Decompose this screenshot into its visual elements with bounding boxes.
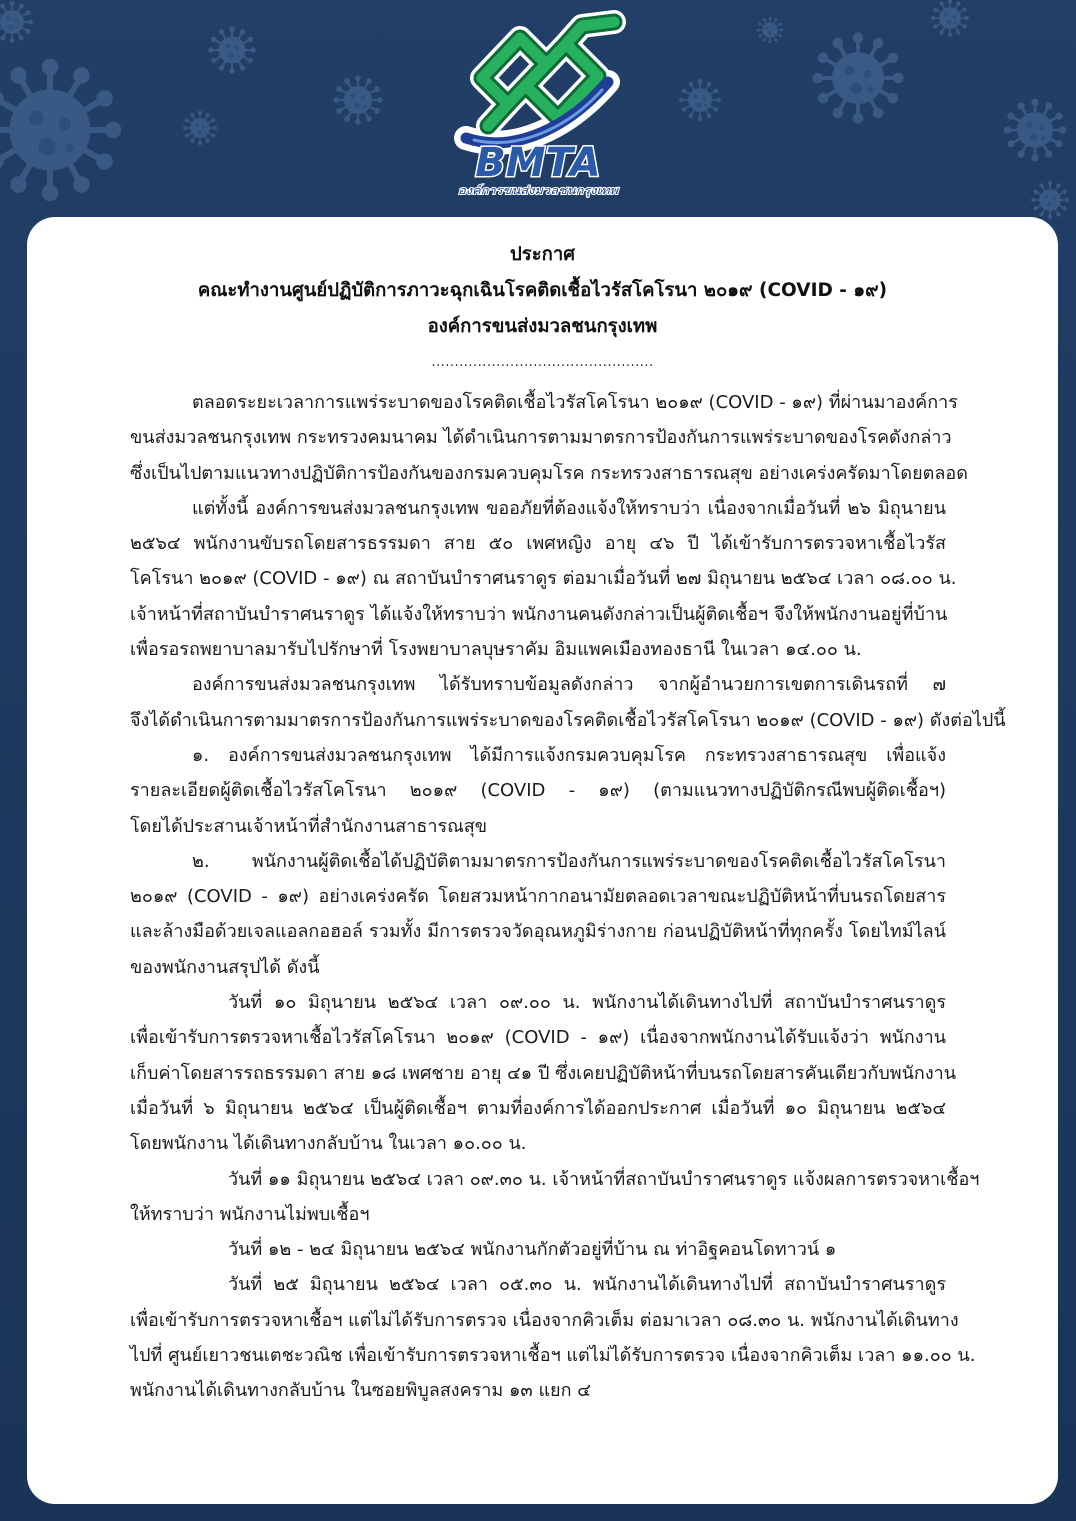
text-line: วันที่ ๑๐ มิถุนายน ๒๕๖๔ เวลา ๐๙.๐๐ น. พนักงานได้เดินทางไปที่ สถาบันบำราศนราดูร [228,992,946,1014]
timeline-entry-2 [130,1162,980,1233]
text-line: องค์การขนส่งมวลชนกรุงเทพ ได้รับทราบข้อมูลดังกล่าว จากผู้อำนวยการเขตการเดินรถที่ ๗ [192,674,946,696]
logo-emblem [466,22,614,143]
paragraph-intro [130,385,968,491]
text-line: ให้ทราบว่า พนักงานไม่พบเชื้อฯ [130,1203,370,1225]
text-line: ๒๐๑๙ (COVID - ๑๙) อย่างเคร่งครัด โดยสวมหน้ากากอนามัยตลอดเวลาขณะปฏิบัติหน้าที่บนรถโดยสาร [130,886,946,908]
virus-icon [757,17,784,44]
bmta-logo [446,6,630,202]
text-line: วันที่ ๒๕ มิถุนายน ๒๕๖๔ เวลา ๐๕.๓๐ น. พนักงานได้เดินทางไปที่ สถาบันบำราศนราดูร [228,1274,946,1296]
text-line: วันที่ ๑๑ มิถุนายน ๒๕๖๔ เวลา ๐๙.๓๐ น. เจ้าหน้าที่สถาบันบำราศนราดูร แจ้งผลการตรวจหาเชื้อฯ [228,1168,980,1190]
text-line: ไปที่ ศูนย์เยาวชนเตชะวณิช เพื่อเข้ารับการตรวจหาเชื้อฯ แต่ไม่ได้รับการตรวจ เนื่องจากคิวเต็ม เวลา ๑๑.๐๐ น. [130,1345,976,1367]
announcement-title: ประกาศ [510,244,575,265]
virus-icon [0,1,33,43]
text-line: เพื่อรอรถพยาบาลมารับไปรักษาที่ โรงพยาบาลบุษราคัม อิมแพคเมืองทองธานี ในเวลา ๑๔.๐๐ น. [130,639,862,661]
virus-icon [183,111,217,145]
text-line: พนักงานได้เดินทางกลับบ้าน ในซอยพิบูลสงคราม ๑๓ แยก ๔ [130,1380,591,1402]
text-line: เพื่อเข้ารับการตรวจหาเชื้อฯ แต่ไม่ได้รับการตรวจ เนื่องจากคิวเต็ม ต่อมาเวลา ๐๘.๓๐ น. พนักงานได้เดินทาง [130,1309,959,1331]
text-line: โคโรนา ๒๐๑๙ (COVID - ๑๙) ณ สถาบันบำราศนราดูร ต่อมาเมื่อวันที่ ๒๗ มิถุนายน ๒๕๖๔ เวลา ๐๘.๐๐ น. [130,568,957,590]
text-line: ๑. องค์การขนส่งมวลชนกรุงเทพ ได้มีการแจ้งกรมควบคุมโรค กระทรวงสาธารณสุข เพื่อแจ้ง [192,744,946,766]
virus-icon [679,79,721,121]
text-line: ๒. พนักงานผู้ติดเชื้อได้ปฏิบัติตามมาตรการป้องกันการแพร่ระบาดของโรคติดเชื้อไวรัสโคโรนา [192,850,946,872]
virus-icon [208,26,256,74]
virus-icon [812,32,903,123]
virus-icon [333,75,382,124]
announcement-header [27,237,1058,381]
text-line: เจ้าหน้าที่สถาบันบำราศนราดูร ได้แจ้งให้ทราบว่า พนักงานคนดังกล่าวเป็นผู้ติดเชื้อฯ จึงให้พนักงานอยู่ที่บ้าน [130,603,948,625]
dotted-separator: ................................................ [431,355,654,370]
text-line: จึงได้ดำเนินการตามมาตรการป้องกันการแพร่ระบาดของโรคติดเชื้อไวรัสโคโรนา ๒๐๑๙ (COVID - ๑๙) ดังต่อไปนี้ [130,709,1006,731]
text-line: รายละเอียดผู้ติดเชื้อไวรัสโคโรนา ๒๐๑๙ (COVID - ๑๙) (ตามแนวทางปฏิบัติกรณีพบผู้ติดเชื้อฯ) [130,780,946,802]
text-line: ซึ่งเป็นไปตามแนวทางปฏิบัติการป้องกันของกรมควบคุมโรค กระทรวงสาธารณสุข อย่างเคร่งครัดมาโดยตลอด [130,462,968,484]
timeline-entry-4 [130,1267,976,1408]
timeline-entry-3 [130,1232,946,1267]
virus-icon [0,59,121,202]
announcement-card [27,217,1058,1504]
announcement-organization: องค์การขนส่งมวลชนกรุงเทพ [427,316,658,337]
text-line: เก็บค่าโดยสารรถธรรมดา สาย ๑๘ เพศชาย อายุ ๔๑ ปี ซึ่งเคยปฏิบัติหน้าที่บนรถโดยสารคันเดียวกับพนักงาน [130,1062,957,1084]
logo-org-name: องค์การขนส่งมวลชนกรุงเทพ [458,184,621,197]
action-item-2 [130,844,946,985]
paragraph-incident [130,491,957,667]
text-line: เมื่อวันที่ ๖ มิถุนายน ๒๕๖๔ เป็นผู้ติดเชื้อฯ ตามที่องค์การได้ออกประกาศ เมื่อวันที่ ๑๐ มิถุนายน ๒๕๖๔ [130,1097,946,1119]
text-line: วันที่ ๑๒ - ๒๔ มิถุนายน ๒๕๖๔ พนักงานกักตัวอยู่ที่บ้าน ณ ท่าอิฐคอนโดทาวน์ ๑ [228,1239,837,1261]
announcement-body [130,385,1006,1409]
text-line: เพื่อเข้ารับการตรวจหาเชื้อไวรัสโคโรนา ๒๐๑๙ (COVID - ๑๙) เนื่องจากพนักงานได้รับแจ้งว่า พนักงาน [130,1027,946,1049]
text-line: แต่ทั้งนี้ องค์การขนส่งมวลชนกรุงเทพ ขออภัยที่ต้องแจ้งให้ทราบว่า เนื่องจากเมื่อวันที่ ๒๖ มิถุนายน [192,497,946,519]
text-line: ขนส่งมวลชนกรุงเทพ กระทรวงคมนาคม ได้ดำเนินการตามมาตรการป้องกันการแพร่ระบาดของโรคดังกล่าว [130,427,952,449]
text-line: ๒๕๖๔ พนักงานขับรถโดยสารธรรมดา สาย ๕๐ เพศหญิง อายุ ๔๖ ปี ได้เข้ารับการตรวจหาเชื้อไวรัส [130,533,946,555]
text-line: ตลอดระยะเวลาการแพร่ระบาดของโรคติดเชื้อไวรัสโคโรนา ๒๐๑๙ (COVID - ๑๙) ที่ผ่านมาองค์การ [192,392,958,413]
text-line: และล้างมือด้วยเจลแอลกอฮอล์ รวมทั้ง มีการตรวจวัดอุณหภูมิร่างกาย ก่อนปฏิบัติหน้าที่ทุกครั้ง โดยไทม์ไลน์ [130,921,946,943]
announcement-subtitle: คณะทำงานศูนย์ปฏิบัติการภาวะฉุกเฉินโรคติดเชื้อไวรัสโคโรนา ๒๐๑๙ (COVID - ๑๙) [197,280,888,301]
timeline-entry-1 [130,985,957,1161]
virus-icon [1004,99,1067,162]
action-item-1 [130,738,946,844]
text-line: โดยได้ประสานเจ้าหน้าที่สำนักงานสาธารณสุข [130,815,488,837]
logo-abbr: BMTA [475,140,601,186]
text-line: ของพนักงานสรุปได้ ดังนี้ [130,956,320,978]
virus-icon [1031,181,1069,219]
paragraph-actions-intro [130,667,1006,738]
text-line: โดยพนักงาน ได้เดินทางกลับบ้าน ในเวลา ๑๐.๐๐ น. [130,1133,527,1155]
virus-icon [931,0,969,37]
